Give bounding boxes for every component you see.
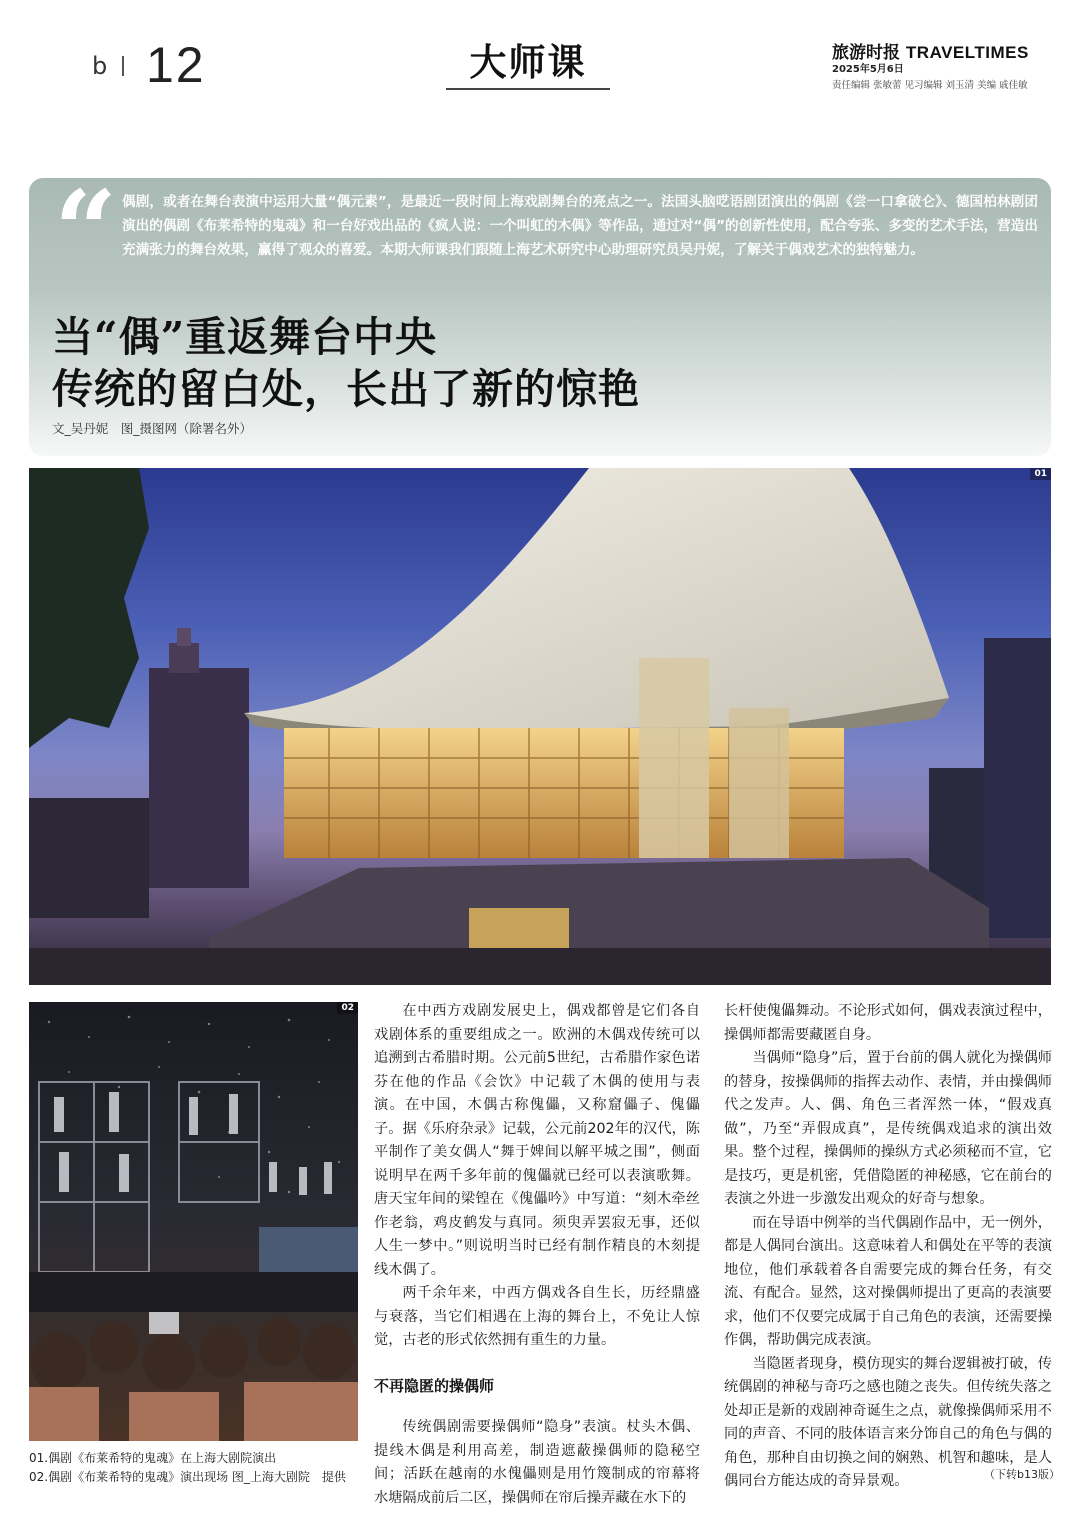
- grand-theatre-illustration: [29, 468, 1051, 985]
- headline-line-1: 当“偶”重返舞台中央: [52, 313, 438, 361]
- caption-1: 01.偶剧《布莱希特的鬼魂》在上海大剧院演出: [29, 1451, 277, 1465]
- edition-letter: b: [92, 52, 108, 80]
- byline: 文_吴丹妮 图_摄图网（除署名外）: [52, 421, 253, 436]
- article-column-2: [724, 1000, 1052, 1494]
- section-title: 大师课: [469, 40, 587, 84]
- caption-2: 02.偶剧《布莱希特的鬼魂》演出现场 图_上海大剧院 提供: [29, 1470, 346, 1484]
- photo1-tag: 01: [1030, 468, 1051, 480]
- article-paragraph-continued: 长杆使傀儡舞动。不论形式如何，偶戏表演过程中，操偶师都需要藏匿自身。: [724, 1003, 1052, 1043]
- brand-cn: 旅游时报: [832, 43, 900, 63]
- continued-notice: （下转b13版）: [984, 1468, 1060, 1481]
- article-paragraph: 在中西方戏剧发展史上，偶戏都曾是它们各自戏剧体系的重要组成之一。欧洲的木偶戏传统可以追溯到古希腊时期。公元前5世纪，古希腊作家色诺芬在他的作品《会饮》中记载了木偶的使用与表演。在中国，木偶古称傀儡，又称窟儡子、傀儡子。据《乐府杂录》记载，公元前202年的汉代，陈平制作了美女偶人“舞于婢间以解平城之围”，侧面说明早在两千多年前的傀儡就已经可以表演歌舞。唐天宝年间的梁锽在《傀儡吟》中写道：“刻木牵丝作老翁，鸡皮鹤发与真同。须臾弄罢寂无事，还似人生一梦中。”则说明当时已经有制作精良的木刻提线木偶了。: [374, 1003, 700, 1278]
- article-paragraph: 当隐匿者现身，模仿现实的舞台逻辑被打破，传统偶剧的神秘与奇巧之感也随之丧失。但传统失落之处却正是新的戏剧神奇诞生之点，就像操偶师采用不同的声音、不同的肢体语言来分饰自己的角色与偶的角色，那种自由切换之间的娴熟、机智和趣味，是人偶同台方能达成的奇异景观。: [724, 1355, 1052, 1489]
- issue-date: 2025年5月6日: [832, 64, 904, 75]
- headline-line-2: 传统的留白处，长出了新的惊艳: [52, 365, 640, 413]
- intro-text: 偶剧，或者在舞台表演中运用大量“偶元素”，是最近一段时间上海戏剧舞台的亮点之一。法国头脑呓语剧团演出的偶剧《尝一口拿破仑》、德国柏林剧团演出的偶剧《布莱希特的鬼魂》和一台好戏出品的《疯人说：一个叫虹的木偶》等作品，通过对“偶”的创新性使用，配合夸张、多变的艺术手法，营造出充满张力的舞台效果，赢得了观众的喜爱。本期大师课我们跟随上海艺术研究中心助理研究员吴丹妮，了解关于偶戏艺术的独特魅力。: [122, 194, 1038, 258]
- article-column-1: [374, 1000, 700, 1510]
- article-paragraph: 两千余年来，中西方偶戏各自生长，历经鼎盛与衰落，当它们相遇在上海的舞台上，不免让人惊觉，古老的形式依然拥有重生的力量。: [374, 1285, 700, 1348]
- edition-divider: [122, 56, 124, 76]
- puppet-stage-illustration: [29, 1002, 358, 1441]
- quote-mark-icon: “: [54, 166, 118, 295]
- photo2-tag: 02: [337, 1002, 358, 1014]
- brand-en: TRAVELTIMES: [905, 43, 1029, 62]
- article-paragraph: 传统偶剧需要操偶师“隐身”表演。杖头木偶、提线木偶是利用高差，制造遮蔽操偶师的隐秘空间；活跃在越南的水傀儡则是用竹篾制成的帘幕将水塘隔成前后二区，操偶师在帘后操弄藏在水下的: [374, 1419, 700, 1506]
- editors-line: 责任编辑 张敏蕾 见习编辑 刘玉清 美编 戚佳敏: [832, 80, 1028, 91]
- article-subheading: 不再隐匿的操偶师: [374, 1376, 495, 1395]
- section-underline: [446, 88, 610, 90]
- photo-captions: [29, 1449, 364, 1487]
- article-paragraph: 当偶师“隐身”后，置于台前的偶人就化为操偶师的替身，按操偶师的指挥去动作、表情，并由操偶师代之发声。人、偶、角色三者浑然一体，“假戏真做”，乃至“弄假成真”，是传统偶戏追求的演出效果。整个过程，操偶师的操纵方式必须秘而不宣，它是技巧，更是机密，凭借隐匿的神秘感，它在前台的表演之外进一步激发出观众的好奇与想象。: [724, 1050, 1052, 1207]
- photo-puppet-performance: [29, 1002, 358, 1441]
- page-number: 12: [146, 37, 206, 93]
- photo-grand-theatre: [29, 468, 1051, 985]
- article-paragraph: 而在导语中例举的当代偶剧作品中，无一例外，都是人偶同台演出。这意味着人和偶处在平等的表演地位，他们承载着各自需要完成的舞台任务，有交流、有配合。显然，这对操偶师提出了更高的表演要求，他们不仅要完成属于自己角色的表演，还需要操作偶，帮助偶完成表演。: [724, 1214, 1052, 1348]
